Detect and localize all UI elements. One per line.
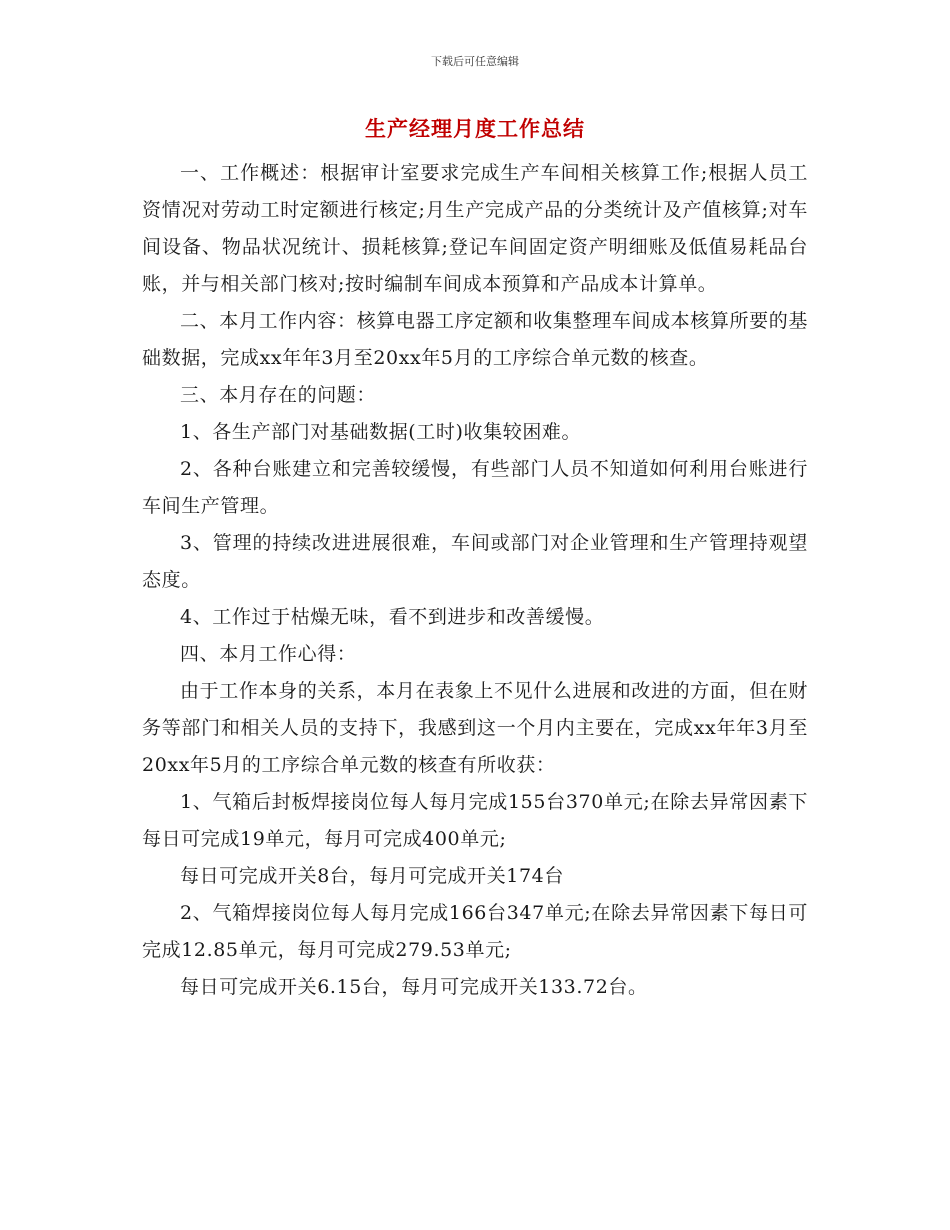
- paragraph-result-1-daily: 每日可完成开关8台，每月可完成开关174台: [180, 865, 564, 887]
- paragraph-result-1: 1、气箱后封板焊接岗位每人每月完成155台370单元;在除去异常因素下每日可完成19单元，每月可完成400单元;: [142, 791, 808, 850]
- header-note: 下载后可任意编辑: [431, 55, 519, 68]
- paragraph-problem-1: 1、各生产部门对基础数据(工时)收集较困难。: [180, 421, 582, 443]
- paragraph-work-content: 二、本月工作内容：核算电器工序定额和收集整理车间成本核算所要的基础数据，完成xx年年3月至20xx年5月的工序综合单元数的核查。: [142, 310, 808, 369]
- document-body: [142, 155, 808, 1006]
- paragraph-problem-3: 3、管理的持续改进进展很难，车间或部门对企业管理和生产管理持观望态度。: [142, 532, 808, 591]
- paragraph-problem-4: 4、工作过于枯燥无味，看不到进步和改善缓慢。: [180, 606, 605, 628]
- paragraph-overview: 一、工作概述：根据审计室要求完成生产车间相关核算工作;根据人员工资情况对劳动工时定额进行核定;月生产完成产品的分类统计及产值核算;对车间设备、物品状况统计、损耗核算;登记车间固定资产明细账及低值易耗品台账，并与相关部门核对;按时编制车间成本预算和产品成本计算单。: [142, 162, 808, 295]
- paragraph-insights-heading: 四、本月工作心得：: [180, 643, 357, 665]
- paragraph-result-2: 2、气箱焊接岗位每人每月完成166台347单元;在除去异常因素下每日可完成12.85单元，每月可完成279.53单元;: [142, 902, 808, 961]
- paragraph-problem-2: 2、各种台账建立和完善较缓慢，有些部门人员不知道如何利用台账进行车间生产管理。: [142, 458, 808, 517]
- document-title: 生产经理月度工作总结: [365, 117, 585, 141]
- paragraph-problems-heading: 三、本月存在的问题：: [180, 384, 377, 406]
- paragraph-insights: 由于工作本身的关系，本月在表象上不见什么进展和改进的方面，但在财务等部门和相关人员的支持下，我感到这一个月内主要在，完成xx年年3月至20xx年5月的工序综合单元数的核查有所收获：: [142, 680, 808, 776]
- paragraph-result-2-daily: 每日可完成开关6.15台，每月可完成开关133.72台。: [180, 976, 648, 998]
